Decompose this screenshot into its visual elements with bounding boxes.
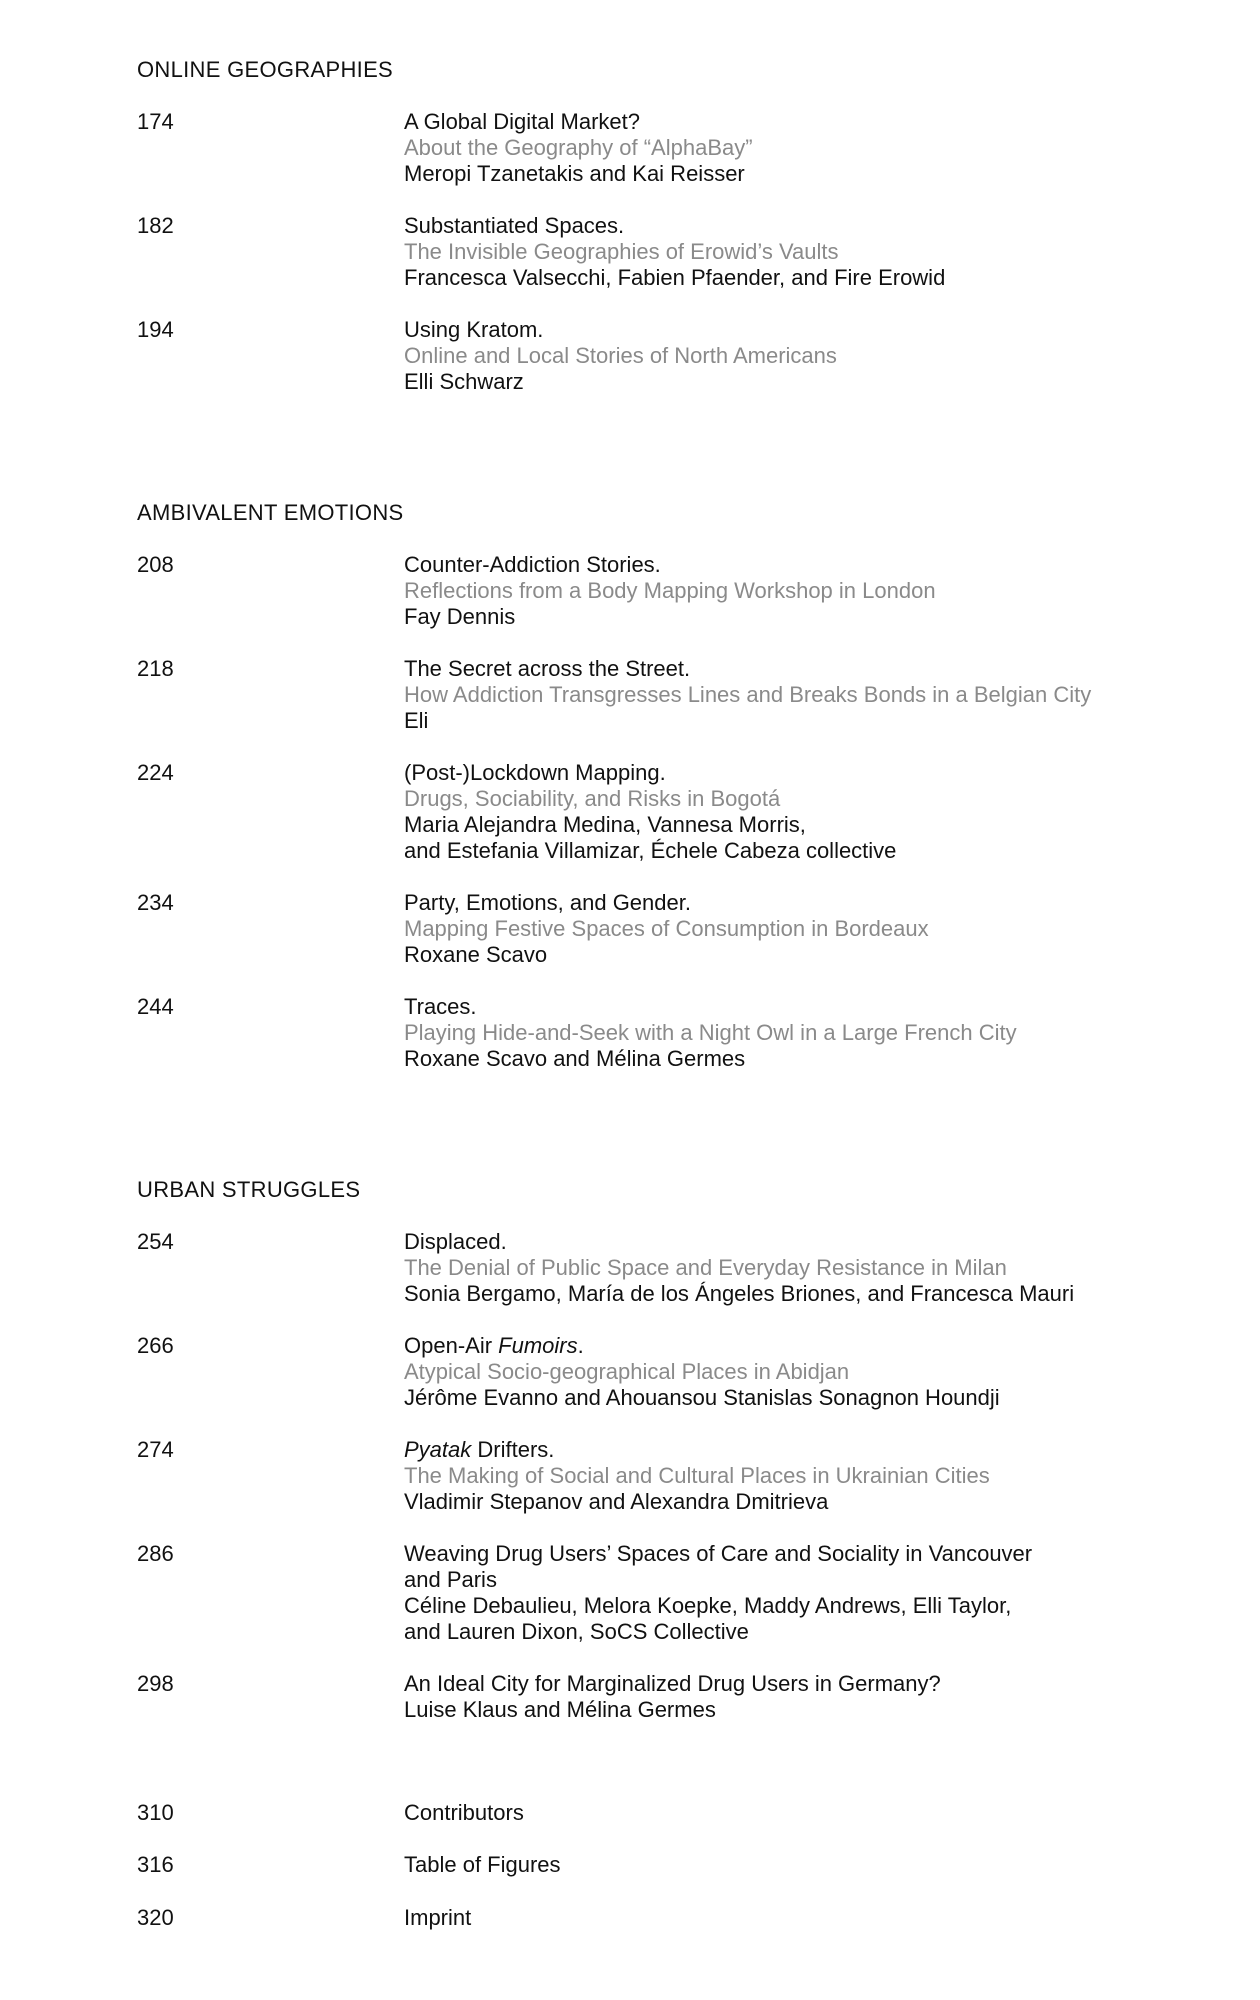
entry-authors: Eli xyxy=(404,708,429,733)
entry-title: An Ideal City for Marginalized Drug Users in Germany? xyxy=(404,1671,941,1696)
entry-authors: and Estefania Villamizar, Échele Cabeza collective xyxy=(404,838,897,863)
entry-body xyxy=(404,1333,1224,1411)
entry-subtitle: Playing Hide-and-Seek with a Night Owl in a Large French City xyxy=(404,1020,1017,1045)
entry-authors: Elli Schwarz xyxy=(404,369,524,394)
entry-subtitle: How Addiction Transgresses Lines and Breaks Bonds in a Belgian City xyxy=(404,682,1092,707)
entry-title: Contributors xyxy=(404,1800,524,1825)
entry-title xyxy=(404,1333,1224,1359)
entry-body xyxy=(404,1541,1224,1645)
entry-title-text: Open-Air xyxy=(404,1333,499,1358)
entry-authors: Roxane Scavo and Mélina Germes xyxy=(404,1046,746,1071)
entry-authors: Roxane Scavo xyxy=(404,942,548,967)
page-number: 254 xyxy=(137,1229,174,1254)
entry-subtitle: Reflections from a Body Mapping Workshop in London xyxy=(404,578,936,603)
entry-subtitle: The Denial of Public Space and Everyday Resistance in Milan xyxy=(404,1255,1007,1280)
page-number: 234 xyxy=(137,890,174,915)
entry-subtitle: Mapping Festive Spaces of Consumption in Bordeaux xyxy=(404,916,929,941)
entry-body xyxy=(404,1671,1224,1723)
page-number: 182 xyxy=(137,213,174,238)
entry-title: Using Kratom. xyxy=(404,317,544,342)
entry-title: Table of Figures xyxy=(404,1852,561,1877)
entry-authors: Jérôme Evanno and Ahouansou Stanislas Sonagnon Houndji xyxy=(404,1385,1000,1410)
entry-title-italic: Fumoirs xyxy=(498,1333,578,1358)
entry-subtitle: Drugs, Sociability, and Risks in Bogotá xyxy=(404,786,781,811)
entry-title: Substantiated Spaces. xyxy=(404,213,625,238)
entry-body xyxy=(404,213,1224,291)
entry-title: Weaving Drug Users’ Spaces of Care and Sociality in Vancouver xyxy=(404,1541,1033,1566)
entry-authors: Maria Alejandra Medina, Vannesa Morris, xyxy=(404,812,806,837)
entry-title-text: Drifters. xyxy=(471,1437,555,1462)
entry-title: The Secret across the Street. xyxy=(404,656,691,681)
entry-body xyxy=(404,890,1224,968)
entry-title: A Global Digital Market? xyxy=(404,109,640,134)
page-number: 244 xyxy=(137,994,174,1019)
entry-authors: Vladimir Stepanov and Alexandra Dmitrieva xyxy=(404,1489,829,1514)
entry-subtitle: Atypical Socio-geographical Places in Abidjan xyxy=(404,1359,850,1384)
page-number: 274 xyxy=(137,1437,174,1462)
entry-body xyxy=(404,317,1224,395)
entry-body xyxy=(404,109,1224,187)
entry-title: Counter-Addiction Stories. xyxy=(404,552,661,577)
page-number: 224 xyxy=(137,760,174,785)
entry-title: Imprint xyxy=(404,1905,472,1930)
page-number: 218 xyxy=(137,656,174,681)
entry-body xyxy=(404,1229,1224,1307)
entry-authors: Luise Klaus and Mélina Germes xyxy=(404,1697,716,1722)
page-number: 286 xyxy=(137,1541,174,1566)
section-title: AMBIVALENT EMOTIONS xyxy=(137,500,404,525)
entry-body xyxy=(404,994,1224,1072)
entry-subtitle: The Making of Social and Cultural Places in Ukrainian Cities xyxy=(404,1463,990,1488)
entry-title-text: . xyxy=(577,1333,584,1358)
entry-title: and Paris xyxy=(404,1567,497,1592)
entry-title xyxy=(404,1437,1224,1463)
entry-authors: Francesca Valsecchi, Fabien Pfaender, and Fire Erowid xyxy=(404,265,946,290)
page-number: 298 xyxy=(137,1671,174,1696)
entry-authors: Meropi Tzanetakis and Kai Reisser xyxy=(404,161,745,186)
entry-body xyxy=(404,1437,1224,1515)
entry-body xyxy=(404,760,1224,864)
entry-subtitle: The Invisible Geographies of Erowid’s Vaults xyxy=(404,239,839,264)
entry-subtitle: Online and Local Stories of North Americans xyxy=(404,343,837,368)
page-number: 194 xyxy=(137,317,174,342)
page-number: 316 xyxy=(137,1852,174,1877)
entry-body xyxy=(404,1852,1224,1878)
entry-subtitle: About the Geography of “AlphaBay” xyxy=(404,135,753,160)
entry-body xyxy=(404,552,1224,630)
page-number: 320 xyxy=(137,1905,174,1930)
entry-authors: Sonia Bergamo, María de los Ángeles Briones, and Francesca Mauri xyxy=(404,1281,1075,1306)
page-number: 310 xyxy=(137,1800,174,1825)
page-number: 208 xyxy=(137,552,174,577)
entry-title: Traces. xyxy=(404,994,477,1019)
entry-title: (Post-)Lockdown Mapping. xyxy=(404,760,666,785)
section-title: URBAN STRUGGLES xyxy=(137,1177,361,1202)
entry-authors: Céline Debaulieu, Melora Koepke, Maddy Andrews, Elli Taylor, xyxy=(404,1593,1012,1618)
entry-title: Displaced. xyxy=(404,1229,507,1254)
entry-body xyxy=(404,656,1224,734)
section-title: ONLINE GEOGRAPHIES xyxy=(137,57,394,82)
entry-body xyxy=(404,1800,1224,1826)
page-number: 266 xyxy=(137,1333,174,1358)
entry-authors: and Lauren Dixon, SoCS Collective xyxy=(404,1619,749,1644)
entry-title: Party, Emotions, and Gender. xyxy=(404,890,691,915)
entry-body xyxy=(404,1905,1224,1931)
entry-title-italic: Pyatak xyxy=(404,1437,472,1462)
entry-authors: Fay Dennis xyxy=(404,604,516,629)
page-number: 174 xyxy=(137,109,174,134)
